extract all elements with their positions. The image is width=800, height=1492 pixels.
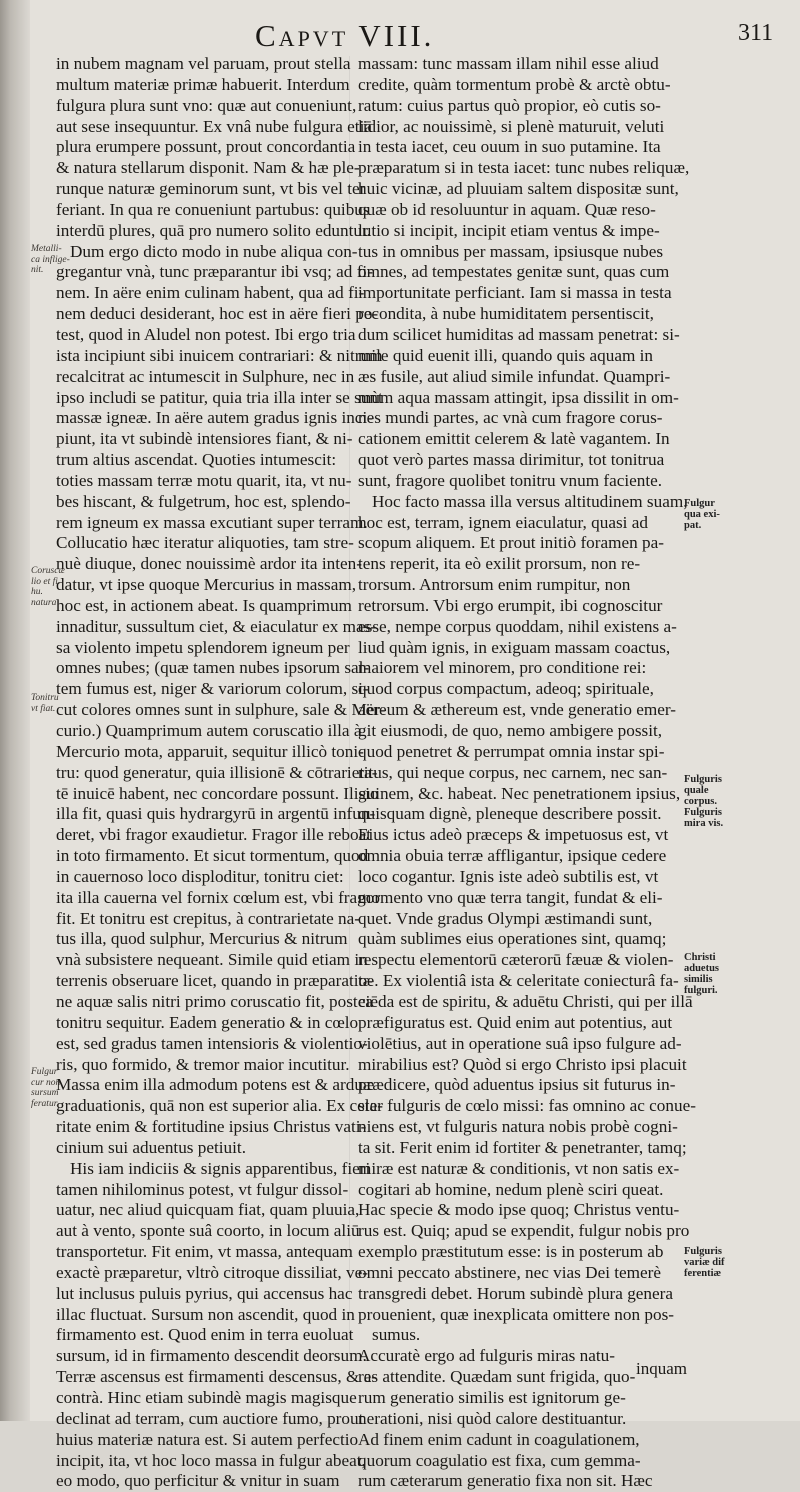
text-line: lidior, ac nouissimè, si plenè maturuit, veluti — [358, 116, 665, 136]
text-line: innaditur, sussultum ciet, & eiaculatur ex mas- — [56, 616, 377, 636]
text-line: prædicere, quòd aduentus ipsius sit futurus in- — [358, 1075, 676, 1095]
text-line: respectu elementorū cæterorū fæuæ & violen- — [358, 950, 674, 970]
text-line: recalcitrat ac intumescit in Sulphure, nec in — [56, 366, 355, 386]
text-line: in nubem magnam vel paruam, prout stella — [56, 54, 351, 73]
text-line: quet. Vnde gradus Olympi æstimandi sunt, — [358, 908, 653, 928]
text-line: scopum aliquem. Et prout initiò foramen pa- — [358, 533, 664, 553]
text-line: cinium sui aduentus petiuit. — [56, 1137, 246, 1157]
text-line: tus illa, quod sulphur, Mercurius & nitrum — [56, 929, 348, 949]
text-line: Mercurio mota, apparuit, sequitur illicò toni- — [56, 741, 364, 761]
text-line: incipit, ita, vt hoc loco massa in fulgur abeat, — [56, 1450, 366, 1470]
text-line: vnà subsistere nequeant. Simile quid etiam in — [56, 950, 368, 970]
text-line: tē inuicē habent, nec concordare possunt. Ilisio — [56, 783, 379, 803]
text-line: Hac specie & modo ipse quoq; Christus ventu- — [358, 1200, 680, 1220]
text-line: ista incipiunt sibi inuicem contrariari: & nitrum — [56, 345, 383, 365]
text-line: prouenient, quæ inexplicata omittere non pos- — [358, 1304, 674, 1324]
text-line: loco cogantur. Ignis iste adeò subtilis est, vt — [358, 866, 659, 886]
text-line: hoc est, in actionem abeat. Is quamprimum — [56, 595, 352, 615]
margin-note-left-3: Tonitru vt fiat. — [31, 693, 59, 714]
text-line: tonitru sequitur. Eadem generatio & in cœlo — [56, 1012, 359, 1032]
left-text-column — [56, 54, 386, 1492]
text-line: ita illa cauerna vel fornix cœlum est, vbi fragor — [56, 887, 381, 907]
text-line: quàm sublimes eius operationes sint, quamq; — [358, 929, 667, 949]
text-line: importunitate perficiant. Iam si massa in testa — [358, 283, 672, 303]
text-line: piunt, ita vt subindè intensiores fiant, & ni- — [56, 429, 353, 449]
text-line: ipso includi se patitur, quia tria illa inter se sunt — [56, 387, 383, 407]
text-line: contrà. Hinc etiam subindè magis magisque — [56, 1388, 357, 1407]
text-line: guinem, &c. habeat. Nec penetrationem ipsius, — [358, 783, 681, 803]
text-line: nem. In aëre enim culinam habent, qua ad fi- — [56, 283, 365, 303]
text-line: aut sese insequuntur. Ex vnâ nube fulgura etiā — [56, 116, 372, 136]
text-line: tru: quod generatur, quia illisionē & cōtrarieta- — [56, 762, 378, 782]
text-line: rum generatio similis est ignitorum ge- — [358, 1388, 626, 1407]
text-line: quæ ob id resoluuntur in aquam. Quæ reso- — [358, 199, 656, 219]
text-line: terrenis obseruare licet, quando in præparatio- — [56, 971, 373, 991]
text-line: hoc est, terram, ignem eiaculatur, quasi ad — [358, 512, 648, 532]
text-line: in toto firmamento. Et sicut tormentum, quod — [56, 846, 369, 866]
text-line: mirabilius est? Quòd si ergo Christo ipsi placuit — [358, 1054, 687, 1074]
text-line: exemplo præstitutum esse: is in posterum ab — [358, 1242, 664, 1262]
text-line: omni peccato abstinere, nec vias Dei temerè — [358, 1262, 662, 1282]
text-line: nem deduci desiderant, hoc est in aëre fieri po- — [56, 304, 379, 324]
text-line: tamen nihilominus potest, vt fulgur dissol- — [56, 1179, 349, 1199]
margin-note-right-4: Fulguris variæ dif ferentiæ — [684, 1246, 725, 1279]
text-line: transgredi debet. Horum subindè plura genera — [358, 1283, 673, 1303]
text-line: cationem emittit celerem & latè vagantem. In — [358, 429, 670, 449]
text-line: ratum: cuius partus quò propior, eò cutis so- — [358, 95, 661, 115]
text-line: mile quid euenit illi, quando quis aquam in — [358, 345, 654, 365]
text-line: toties massam terræ motu quarit, ita, vt nu- — [56, 470, 352, 490]
text-line: multum materiæ primæ habuerit. Interdum — [56, 74, 350, 94]
text-line: uatur, nec aliud quicquam fiat, quam pluuia, — [56, 1200, 360, 1220]
text-line: huius materiæ natura est. Si autem perfectio — [56, 1429, 359, 1449]
text-line: tem fumus est, niger & variorum colorum, si- — [56, 679, 369, 699]
text-line: niens est, vt fulguris natura nobis probè cogni- — [358, 1117, 678, 1137]
text-line: rus est. Quiq; apud se expendit, fulgur nobis pro — [358, 1221, 690, 1241]
text-line: illac fluctuat. Sursum non ascendit, quod in — [56, 1304, 355, 1324]
text-line: retrorsum. Vbi ergo erumpit, ibi cognoscitur — [358, 595, 663, 615]
text-line: firmamento est. Quod enim in terra euoluat — [56, 1325, 354, 1345]
text-line: transportetur. Fit enim, vt massa, antequam — [56, 1242, 353, 1262]
text-line: præfiguratus est. Quid enim aut potentius, aut — [358, 1012, 673, 1032]
catchword: inquam — [636, 1359, 687, 1378]
text-line: violētius, aut in operatione suâ ipso fulgure ad- — [358, 1033, 682, 1053]
text-line: tens reperit, ita eò exilit prorsum, non re- — [358, 554, 641, 574]
text-line: lutio si incipit, incipit etiam ventus & impe- — [358, 220, 660, 240]
text-line: massæ igneæ. In aëre autem gradus ignis inci- — [56, 408, 373, 428]
text-line: cogitari ab homine, nedum plenè sciri queat. — [358, 1179, 664, 1199]
margin-note-right-3: Christi aduetus similis fulguri. — [684, 952, 720, 996]
text-line: esse, nempe corpus quoddam, nihil existens a- — [358, 616, 677, 636]
text-line: nes mundi partes, ac vnà cum fragore corus- — [358, 408, 663, 428]
margin-note-right-2: Fulguris quale corpus. Fulguris mira vis. — [684, 774, 724, 829]
text-line: credite, quàm tormentum probè & arctè obtu- — [358, 74, 671, 94]
text-line: graduationis, quā non est superior alia. Ex cele- — [56, 1096, 383, 1116]
text-line: sunt, fragore quolibet tonitru vnum faciente. — [358, 470, 663, 490]
text-line: Ad finem enim cadunt in coagulationem, — [358, 1429, 640, 1449]
text-line: gregantur vnà, tunc præparantur ibi vsq; ad fi- — [56, 262, 373, 282]
text-line: maiorem vel minorem, pro conditione rei: — [358, 658, 647, 678]
text-line: Collucatio hæc iteratur aliquoties, tam stre- — [56, 533, 354, 553]
text-line: interdū plures, quā pro numero solito eduntur. — [56, 220, 372, 240]
text-line: tæ. Ex violentiâ ista & celeritate coniecturâ fa- — [358, 971, 679, 991]
text-line: His iam indiciis & signis apparentibus, fieri — [70, 1158, 371, 1178]
text-line: sumus. — [372, 1325, 421, 1345]
text-line: omnes nubes; (quæ tamen nubes ipsorum sal- — [56, 658, 370, 678]
text-line: mùm aqua massam attingit, ipsa dissilit in om- — [358, 387, 679, 407]
text-line: massam: tunc massam illam nihil esse aliud — [358, 54, 659, 73]
margin-note-left-4: Fulgur cur non sursum feratur. — [31, 1067, 61, 1109]
text-line: runque naturæ geminorum sunt, vt bis vel ter — [56, 179, 366, 199]
page-number: 311 — [738, 20, 774, 46]
text-line: ciēda est de spiritu, & aduētu Christi, qui per illā — [358, 991, 693, 1011]
text-line: quot verò partes massa dirimitur, tot tonitrua — [358, 450, 665, 470]
text-line: trorsum. Antrorsum enim rumpitur, non — [358, 575, 631, 595]
text-line: quod corpus compactum, adeoq; spirituale, — [358, 679, 654, 699]
text-line: omnes, ad tempestates genitæ sunt, quas cum — [358, 262, 670, 282]
text-line: sursum, id in firmamento descendit deorsum. — [56, 1346, 367, 1366]
text-line: plura erumpere possunt, prout concordantia — [56, 137, 356, 157]
text-line: datur, vt ipse quoque Mercurius in massam, — [56, 575, 357, 595]
margin-note-left-2: Coruscæ lio et fi. hu. natura — [31, 566, 65, 608]
text-line: ras attendite. Quædam sunt frigida, quo- — [358, 1367, 636, 1387]
text-line: in cauernoso loco disploditur, tonitru ciet: — [56, 866, 344, 886]
text-line: huic vicinæ, ad pluuiam saltem dispositæ sunt, — [358, 179, 679, 199]
text-line: quod penetret & perrumpat omnia instar spi- — [358, 741, 665, 761]
text-line: bes hiscant, & fulgetrum, hoc est, splendo- — [56, 491, 351, 511]
text-line: cut colores omnes sunt in sulphure, sale & Mer- — [56, 700, 386, 720]
text-line: miræ est naturæ & conditionis, vt non satis ex- — [358, 1158, 680, 1178]
text-line: Massa enim illa admodum potens est & arduæ — [56, 1075, 375, 1095]
text-line: dum scilicet humiditas ad massam penetrat: si- — [358, 324, 680, 344]
text-line: sa violento impetu splendorem igneum per — [56, 637, 350, 657]
text-line: nerationi, nisi quòd calore destituantur. — [358, 1408, 627, 1428]
text-line: nuè diuque, donec nouissimè ardor ita inten- — [56, 554, 362, 574]
text-line: quorum coagulatio est fixa, cum gemma- — [358, 1450, 641, 1470]
text-line: eo modo, quo perficitur & vnitur in suam — [56, 1471, 340, 1491]
text-line: præparatum si in testa iacet: tunc nubes reliquæ, — [358, 158, 690, 178]
text-line: Dum ergo dicto modo in nube aliqua con- — [70, 241, 358, 261]
text-line: aut à vento, sponte suâ coorto, in locum aliū — [56, 1221, 360, 1241]
text-line: trum altius ascendat. Quoties intumescit: — [56, 450, 337, 470]
text-line: ris, quo formido, & tremor maior incutitur. — [56, 1054, 350, 1074]
text-line: exactè præparetur, vltrò citroque dissiliat, ve- — [56, 1262, 368, 1282]
text-line: recondita, à nube humiditatem persentiscit, — [358, 304, 654, 324]
text-line: in testa iacet, ceu ouum in suo putamine. Ita — [358, 137, 661, 157]
text-line: Hoc facto massa illa versus altitudinem suam, — [372, 491, 688, 511]
text-line: feriant. In qua re conueniunt partubus: quibus — [56, 199, 370, 219]
book-gutter-shadow — [0, 0, 30, 1421]
text-line: fulgura plura sunt vno: quæ aut conueniunt, — [56, 95, 357, 115]
text-line: curio.) Quamprimum autem coruscatio illa à — [56, 721, 362, 740]
text-line: ritus, qui neque corpus, nec carnem, nec san- — [358, 762, 668, 782]
margin-note-left-1: Metalli- ca inflige- nit. — [31, 244, 70, 275]
text-line: aëreum & æthereum est, vnde generatio emer- — [358, 700, 676, 720]
text-line: æs fusile, aut aliud simile infundat. Quampri- — [358, 366, 671, 386]
text-line: quisquam dignè, pleneque describere possit. — [358, 804, 662, 824]
running-title: Capvt VIII. — [255, 18, 435, 53]
text-line: Accuratè ergo ad fulguris miras natu- — [358, 1346, 615, 1366]
text-line: Terræ ascensus est firmamenti descensus, & e- — [56, 1367, 377, 1387]
text-line: ne aquæ salis nitri primo coruscatio fit, postea — [56, 991, 373, 1011]
text-line: omnia obuia terræ affligantur, ipsique cedere — [358, 846, 667, 866]
text-line: star fulguris de cœlo missi: fas omnino ac conue- — [358, 1096, 696, 1116]
text-line: declinat ad terram, cum auctiore fumo, prout — [56, 1408, 364, 1428]
text-line: git eiusmodi, de quo, nemo ambigere possit, — [358, 721, 663, 740]
text-line: est, sed gradus tamen intensioris & violentio- — [56, 1033, 368, 1053]
margin-note-right-1: Fulgur qua exi- pat. — [684, 498, 720, 531]
text-line: test, quod in Aludel non potest. Ibi ergo tria — [56, 324, 356, 344]
text-line: ta sit. Ferit enim id fortiter & penetranter, tamq; — [358, 1137, 687, 1157]
text-line: Eius ictus adeò præceps & impetuosus est, vt — [358, 825, 669, 845]
text-line: illa fit, quasi quis hydrargyrū in argentū infun- — [56, 804, 376, 824]
text-line: tus in omnibus per massam, ipsiusque nubes — [358, 241, 664, 261]
text-line: momento vno quæ terra tangit, fundat & eli- — [358, 887, 663, 907]
text-line: liud quàm ignis, in exiguam massam coactus, — [358, 637, 671, 657]
text-line: rum cæterarum generatio fixa non sit. Hæc — [358, 1471, 653, 1491]
right-text-column — [358, 54, 696, 1492]
text-line: deret, vbi fragor exaudietur. Fragor ille reboat — [56, 825, 371, 845]
text-line: rem igneum ex massa excutiant super terram. — [56, 512, 368, 532]
text-line: ritate enim & fortitudine ipsius Christus vati- — [56, 1117, 367, 1137]
text-line: lut inclusus puluis pyrius, qui accensus hac — [56, 1283, 353, 1303]
text-line: fit. Et tonitru est crepitus, à contrarietate na- — [56, 908, 361, 928]
text-line: & natura stellarum disponit. Nam & hæ ple- — [56, 158, 360, 178]
